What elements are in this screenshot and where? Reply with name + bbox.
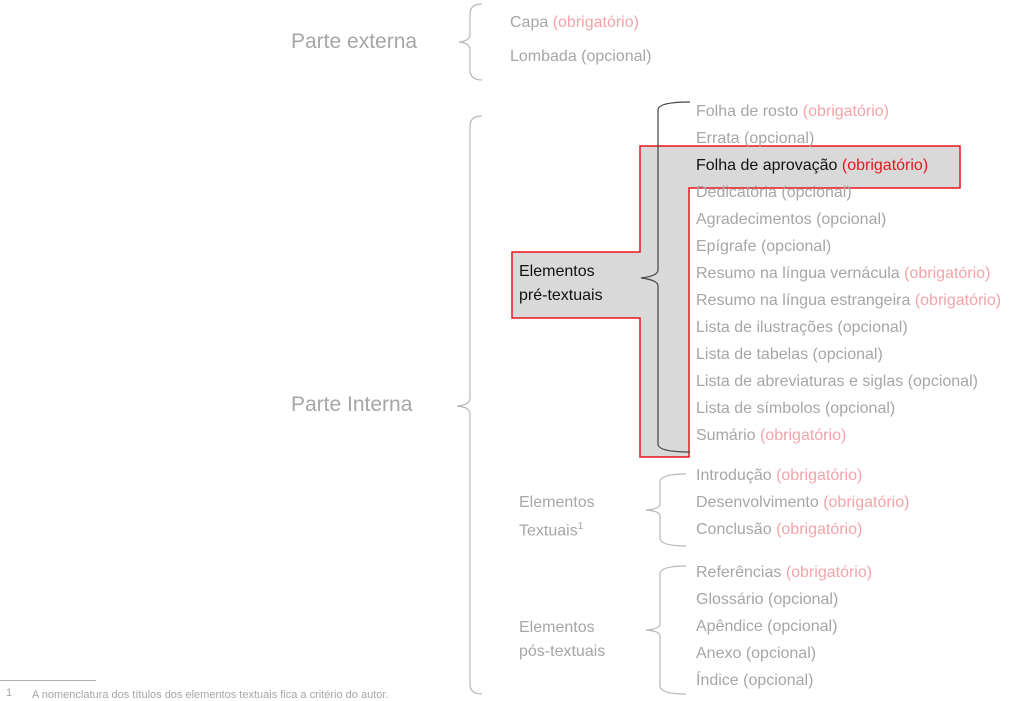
item-name: Errata	[696, 130, 740, 147]
item-name: Resumo na língua estrangeira	[696, 292, 911, 309]
brace-pos-textuais	[646, 566, 686, 694]
item-status: (opcional)	[816, 211, 887, 228]
item-status: (obrigatório)	[802, 103, 889, 120]
footnote-text: A nomenclatura dos títulos dos elementos textuais fica a critério do autor.	[32, 689, 389, 701]
group-label-line: pré-textuais	[519, 287, 603, 304]
item-name: Lista de símbolos	[696, 400, 821, 417]
list-item	[696, 291, 1001, 311]
item-name: Conclusão	[696, 521, 772, 538]
list-item	[696, 671, 813, 691]
list-item	[696, 183, 852, 203]
list-item	[696, 318, 908, 338]
group-label-line: pós-textuais	[519, 643, 606, 660]
item-name: Referências	[696, 564, 782, 581]
textuais-label	[519, 491, 595, 543]
item-name: Glossário	[696, 591, 764, 608]
item-name: Lombada	[510, 48, 577, 65]
list-item	[696, 102, 889, 122]
list-item	[696, 345, 883, 365]
item-name: Folha de rosto	[696, 103, 799, 120]
group-label-text: Textuais	[519, 522, 578, 540]
item-name: Resumo na língua vernácula	[696, 265, 900, 282]
brace-textuais	[646, 474, 686, 546]
item-status: (opcional)	[837, 319, 908, 336]
list-item	[696, 237, 831, 257]
item-status: (opcional)	[781, 184, 852, 201]
item-status: (obrigatório)	[760, 427, 847, 444]
item-status: (obrigatório)	[776, 467, 863, 484]
list-item	[696, 399, 895, 419]
item-name: Lista de tabelas	[696, 346, 809, 363]
pos-textuais-label	[519, 616, 605, 664]
item-name: Capa	[510, 14, 549, 31]
item-status: (opcional)	[824, 400, 896, 417]
footnote-marker: 1	[6, 687, 13, 699]
list-item	[696, 372, 978, 392]
group-label-line: Elementos	[519, 263, 595, 280]
item-name: Epígrafe	[696, 238, 757, 255]
item-status: (opcional)	[907, 373, 978, 390]
item-status: (opcional)	[767, 618, 838, 635]
item-name: Lista de ilustrações	[696, 319, 833, 336]
item-name: Desenvolvimento	[696, 494, 819, 511]
list-item	[696, 493, 909, 513]
brace-parte-interna	[457, 116, 482, 694]
item-status: (opcional)	[745, 645, 817, 662]
item-name: Sumário	[696, 427, 756, 444]
item-status: (opcional)	[812, 346, 883, 363]
list-item	[696, 644, 816, 664]
item-name: Lista de abreviaturas e siglas	[696, 373, 904, 390]
item-status: (opcional)	[744, 130, 815, 147]
parte-externa-label: Parte externa	[291, 30, 418, 53]
item-name: Folha de aprovação	[696, 157, 838, 174]
item-status: (obrigatório)	[841, 157, 929, 174]
item-status: (obrigatório)	[785, 564, 873, 581]
list-item	[696, 466, 862, 486]
item-status: (obrigatório)	[823, 494, 910, 511]
item-name: Dedicatória	[696, 184, 777, 201]
list-item	[510, 47, 651, 67]
list-item	[696, 617, 837, 637]
item-status: (obrigatório)	[914, 292, 1002, 309]
footnote-divider	[0, 680, 96, 681]
footnote-marker-ref: 1	[577, 521, 584, 532]
item-status: (opcional)	[760, 238, 832, 255]
pre-textuais-label	[519, 260, 603, 308]
list-item	[696, 520, 862, 540]
item-status: (obrigatório)	[904, 265, 991, 282]
item-name: Apêndice	[696, 618, 763, 635]
list-item	[696, 264, 990, 284]
item-status: (obrigatório)	[552, 14, 639, 31]
item-status: (opcional)	[743, 672, 814, 689]
group-label-line: Elementos	[519, 494, 595, 511]
item-name: Agradecimentos	[696, 211, 812, 228]
item-name: Introdução	[696, 467, 772, 484]
item-name: Índice	[696, 672, 739, 689]
list-item	[696, 563, 872, 583]
list-item	[696, 426, 846, 446]
item-status: (obrigatório)	[776, 521, 863, 538]
list-item-highlighted	[696, 156, 928, 176]
item-status: (opcional)	[581, 48, 652, 65]
item-status: (opcional)	[768, 591, 839, 608]
item-name: Anexo	[696, 645, 742, 662]
brace-parte-externa	[459, 4, 482, 80]
list-item	[510, 13, 639, 33]
list-item	[696, 129, 814, 149]
group-label-line	[519, 515, 595, 543]
group-label-line: Elementos	[519, 619, 595, 636]
parte-interna-label: Parte Interna	[291, 393, 413, 416]
list-item	[696, 210, 886, 230]
list-item	[696, 590, 838, 610]
